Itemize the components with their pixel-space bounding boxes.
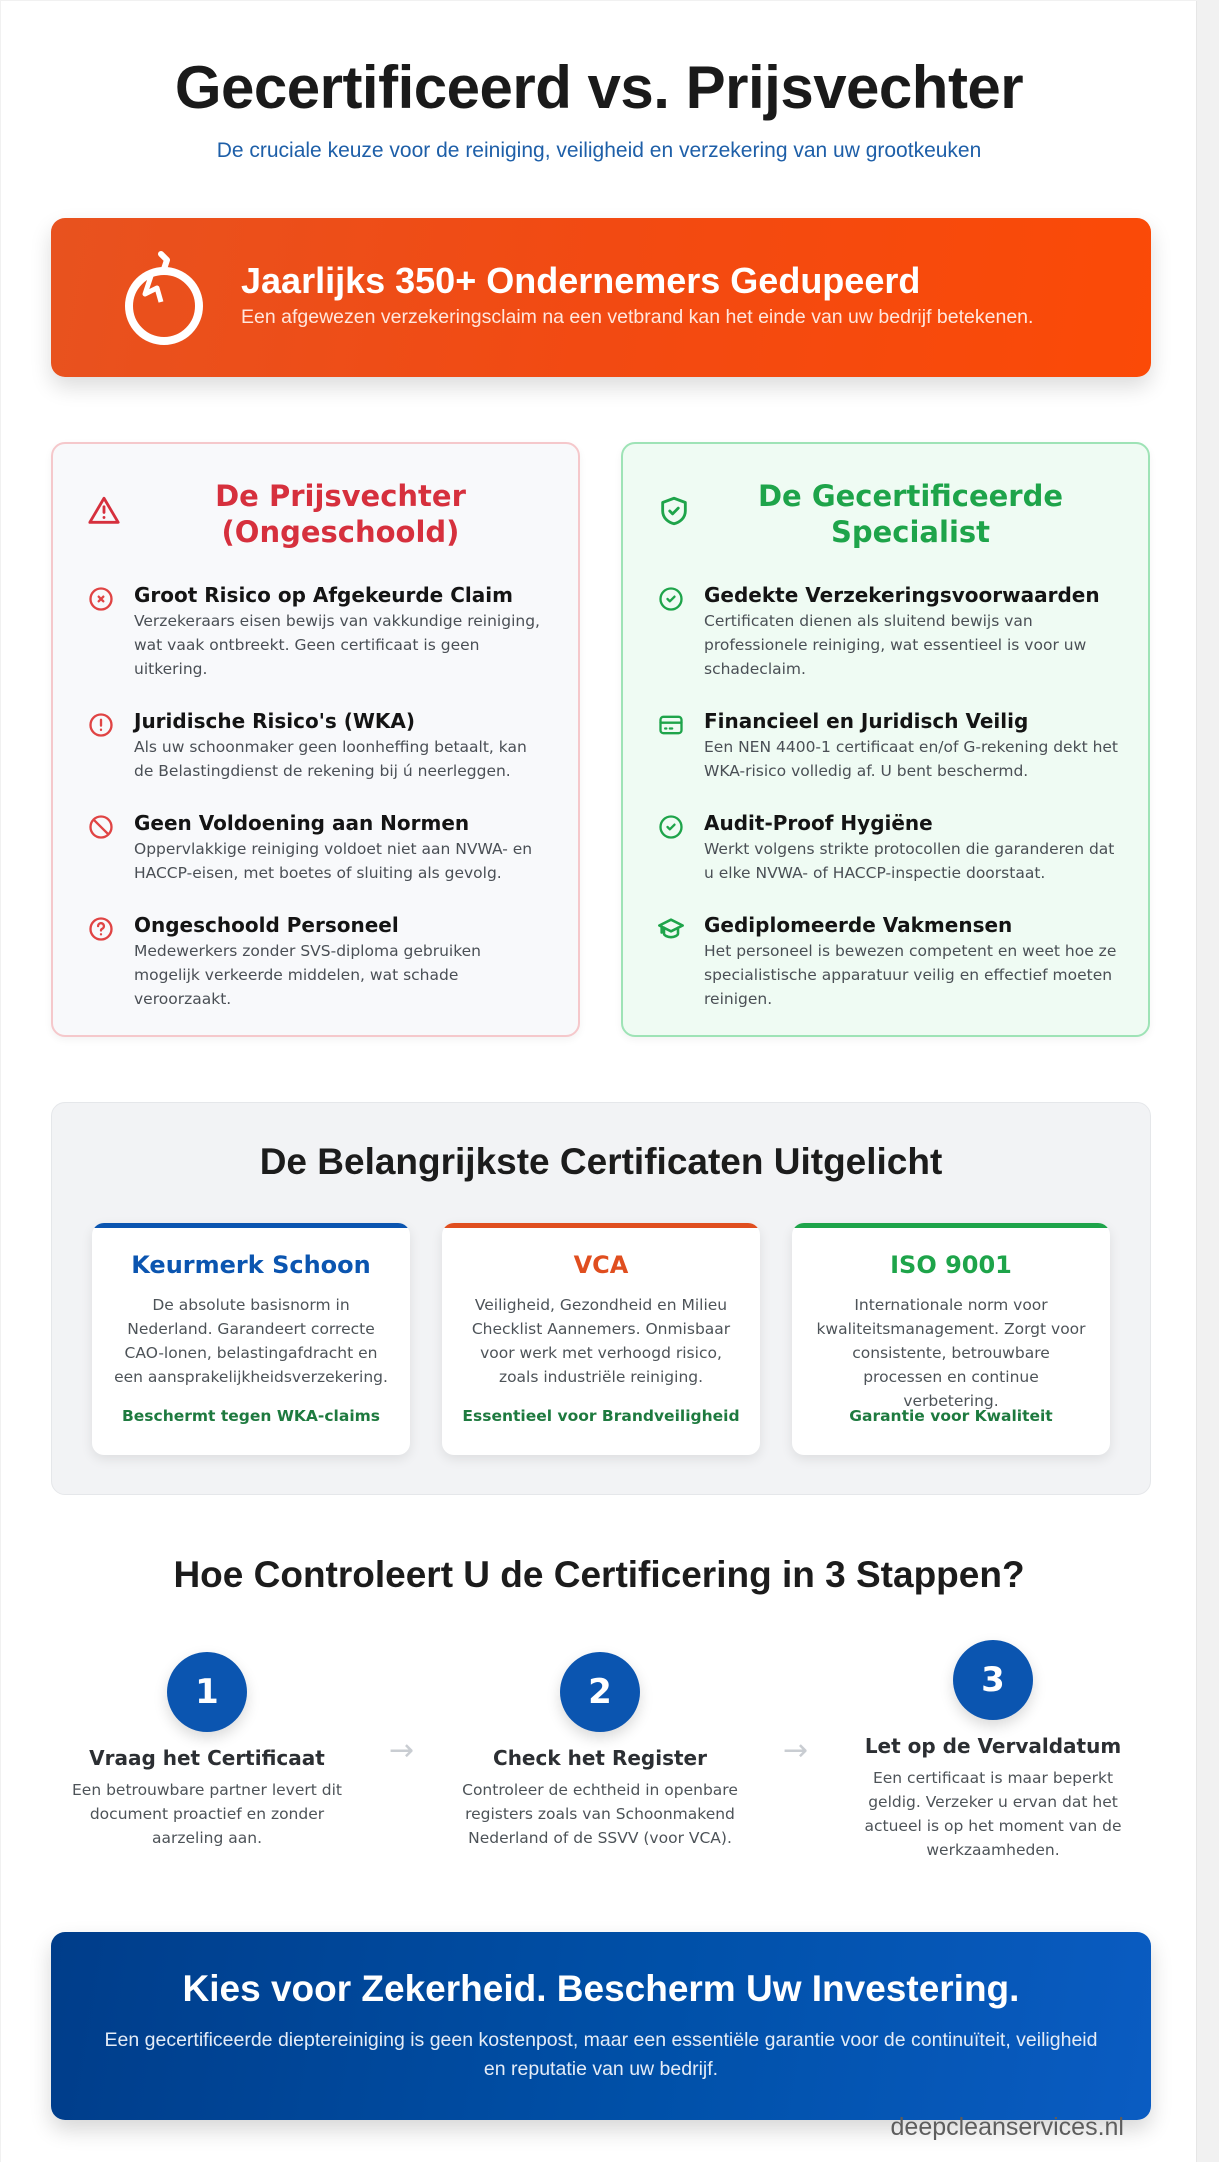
list-item [87,810,548,885]
title-line-2: Specialist [830,515,991,549]
steps-title: Hoe Controleert U de Certificering in 3 Stappen? [173,1554,1025,1595]
step-title: Let op de Vervaldatum [864,1734,1122,1758]
list-item [657,912,1118,1011]
step-2 [440,1652,760,1850]
list-item [87,582,548,681]
question-circle-icon [87,915,115,943]
cert-card-vca [442,1223,760,1455]
item-text: Een NEN 4400-1 certificaat en/of G-rekening dekt het WKA-risico volledig af. U bent beschermd. [704,738,1119,780]
title-line-1: De Gecertificeerde [757,479,1064,513]
list-item [87,912,548,1011]
cert-accent-bar [792,1223,1110,1228]
step-number-badge: 3 [953,1640,1033,1720]
specialist-title [703,478,1118,550]
step-text: Een betrouwbare partner levert dit document proactief en zonder aarzeling aan. [72,1781,342,1847]
item-title: Financieel en Juridisch Veilig [704,709,1029,733]
item-text: Werkt volgens strikte protocollen die garanderen dat u elke NVWA- of HACCP-inspectie doorstaat. [704,840,1115,882]
title-line-1: De Prijsvechter [215,479,466,513]
cert-accent-bar [442,1223,760,1228]
cert-title: VCA [573,1251,629,1279]
graduation-cap-icon [657,915,685,943]
ban-icon [87,813,115,841]
item-title: Gediplomeerde Vakmensen [704,913,1013,937]
step-text: Controleer de echtheid in openbare registers zoals van Schoonmakend Nederland of de SSVV (voor VCA). [462,1781,738,1847]
list-item [87,708,548,783]
cert-text: Internationale norm voor kwaliteitsmanagement. Zorgt voor consistente, betrouwbare processen en continue verbetering. [816,1296,1086,1410]
list-item [657,582,1118,681]
site-watermark: deepcleanservices.nl [890,2113,1124,2141]
step-number-badge: 2 [560,1652,640,1732]
step-3 [833,1640,1153,1862]
credit-card-icon [657,711,685,739]
item-text: Verzekeraars eisen bewijs van vakkundige reiniging, wat vaak ontbreekt. Geen certificaat is geen uitkering. [134,612,540,678]
page-title: Gecertificeerd vs. Prijsvechter [174,54,1024,121]
risk-list [87,582,548,1038]
exclamation-circle-icon [87,711,115,739]
arrow-right-icon: → [389,1733,415,1768]
infographic-page [1,1,1197,2162]
cert-title: ISO 9001 [890,1251,1012,1279]
certificates-section [51,1102,1151,1495]
item-title: Ongeschoold Personeel [134,913,399,937]
certificates-title: De Belangrijkste Certificaten Uitgelicht [259,1141,943,1182]
step-number-badge: 1 [167,1652,247,1732]
prijsvechter-card [51,442,580,1037]
specialist-card [621,442,1150,1037]
alert-banner [51,218,1151,377]
item-text: Het personeel is bewezen competent en weet hoe ze specialistische apparatuur veilig en effectief moeten reinigen. [704,942,1117,1008]
check-circle-icon [657,585,685,613]
cert-title: Keurmerk Schoon [131,1251,371,1279]
step-title: Check het Register [493,1746,707,1770]
warning-triangle-icon [87,494,121,528]
bomb-icon [121,248,207,348]
benefit-list [657,582,1118,1038]
item-title: Juridische Risico's (WKA) [134,709,416,733]
check-circle-icon [657,813,685,841]
page-subtitle: De cruciale keuze voor de reiniging, veiligheid en verzekering van uw grootkeuken [216,139,982,162]
cert-text: De absolute basisnorm in Nederland. Garandeert correcte CAO-lonen, belastingafdracht en een aansprakelijkheidsverzekering. [114,1296,388,1386]
cert-tag: Garantie voor Kwaliteit [849,1407,1053,1425]
step-1 [47,1652,367,1850]
step-text: Een certificaat is maar beperkt geldig. Verzeker u ervan dat het actueel is op het moment van de werkzaamheden. [864,1769,1122,1859]
title-line-2: (Ongeschoold) [221,515,460,549]
arrow-right-icon: → [783,1733,809,1768]
cert-card-keurmerk-schoon [92,1223,410,1455]
cert-text: Veiligheid, Gezondheid en Milieu Checklist Aannemers. Onmisbaar voor werk met verhoogd risico, zoals industriële reiniging. [471,1296,731,1386]
cert-card-iso-9001 [792,1223,1110,1455]
item-title: Geen Voldoening aan Normen [134,811,470,835]
item-title: Audit-Proof Hygiëne [704,811,933,835]
item-text: Medewerkers zonder SVS-diploma gebruiken mogelijk verkeerde middelen, wat schade veroorzaakt. [134,942,481,1008]
alert-text: Een afgewezen verzekeringsclaim na een vetbrand kan het einde van uw bedrijf betekenen. [241,306,1034,328]
cta-banner [51,1932,1151,2120]
x-circle-icon [87,585,115,613]
shield-check-icon [657,494,691,528]
cert-tag: Beschermt tegen WKA-claims [121,1407,381,1425]
cta-title: Kies voor Zekerheid. Bescherm Uw Investering. [182,1968,1020,2009]
step-title: Vraag het Certificaat [89,1746,325,1770]
item-text: Oppervlakkige reiniging voldoet niet aan NVWA- en HACCP-eisen, met boetes of sluiting als gevolg. [134,840,533,882]
item-text: Certificaten dienen als sluitend bewijs van professionele reiniging, wat essentieel is voor uw schadeclaim. [704,612,1087,678]
alert-title: Jaarlijks 350+ Ondernemers Gedupeerd [241,260,921,301]
cert-tag: Essentieel voor Brandveiligheid [462,1407,740,1425]
item-text: Als uw schoonmaker geen loonheffing betaalt, kan de Belastingdienst de rekening bij ú neerleggen. [134,738,527,780]
cta-text: Een gecertificeerde dieptereiniging is geen kostenpost, maar een essentiële garantie voor de continuïteit, veiligheid en reputatie van uw bedrijf. [104,2029,1098,2080]
item-title: Gedekte Verzekeringsvoorwaarden [704,583,1100,607]
cert-accent-bar [92,1223,410,1228]
item-title: Groot Risico op Afgekeurde Claim [134,583,513,607]
list-item [657,708,1118,783]
prijsvechter-title [133,478,548,550]
list-item [657,810,1118,885]
